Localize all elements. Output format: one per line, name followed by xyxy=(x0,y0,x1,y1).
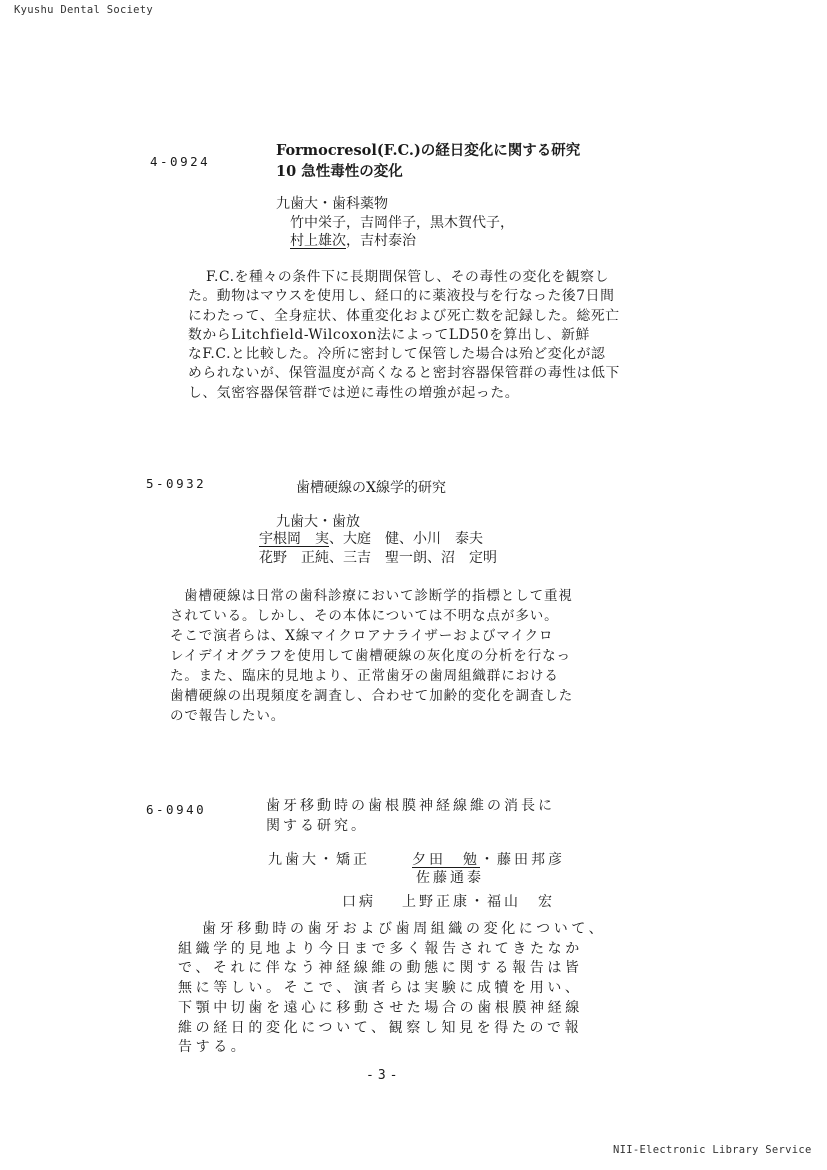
author-line: 竹中栄子，吉岡伴子，黒木賀代子， xyxy=(290,215,514,231)
body-line: F.C.を種々の条件下に長期間保管し、その毒性の変化を観察し xyxy=(206,269,609,285)
author-line xyxy=(290,232,416,251)
body-line: されている。しかし、その本体については不明な点が多い。 xyxy=(170,608,559,624)
title-line: 歯牙移動時の歯根膜神経線維の消長に xyxy=(266,798,555,814)
presenter-name: 宇根岡 実 xyxy=(259,531,329,547)
society-header: Kyushu Dental Society xyxy=(14,4,154,16)
body-line: ので報告したい。 xyxy=(170,708,286,724)
affiliation: 九歯大・矯正 xyxy=(268,852,370,868)
body-line: 下顎中切歯を遠心に移動させた場合の歯根膜神経線 xyxy=(178,999,583,1016)
body-line: にわたって、全身症状、体重変化および死亡数を記録した。総死亡 xyxy=(188,307,620,324)
body-line: 無に等しい。そこで、演者らは実験に成犢を用い、 xyxy=(178,980,583,997)
affiliation: 九歯大・歯放 xyxy=(276,514,360,530)
body-line: 告する。 xyxy=(178,1039,249,1056)
author-line xyxy=(259,530,483,549)
abstract-title: 歯槽硬線のX線学的研究 xyxy=(296,480,446,496)
body-line: 組織学的見地より今日まで多く報告されてきたなか xyxy=(178,940,583,957)
body-line: し、気密容器保管群では逆に毒性の増強が起った。 xyxy=(188,384,520,401)
body-line: レイデイオグラフを使用して歯槽硬線の灰化度の分析を行なっ xyxy=(170,648,571,664)
body-line: 数からLitchfield-Wilcoxon法によってLD50を算出し、新鮮 xyxy=(188,326,590,343)
abstract-body xyxy=(178,920,708,1058)
abstract-code: 5-0932 xyxy=(146,476,207,491)
affiliation: 口病 xyxy=(342,894,376,910)
affiliation: 九歯大・歯科薬物 xyxy=(276,196,388,212)
author-line: 佐藤通泰 xyxy=(416,870,484,886)
body-line: た。また、臨床的見地より、正常歯牙の歯周組織群における xyxy=(170,668,559,684)
body-line: で、それに伴なう神経線維の動態に関する報告は皆 xyxy=(178,960,583,977)
body-line: なF.C.と比較した。冷所に密封して保管した場合は殆ど変化が認 xyxy=(188,346,606,363)
author-line: 花野 正純、三吉 聖一朗、沼 定明 xyxy=(259,550,497,566)
author-names: ・藤田邦彦 xyxy=(480,852,565,868)
abstract-title xyxy=(266,796,555,836)
title-line: Formocresol(F.C.)の経日変化に関する研究 xyxy=(276,142,581,159)
title-line: 関する研究。 xyxy=(266,818,368,834)
body-line: 歯槽硬線は日常の歯科診療において診断学的指標として重視 xyxy=(184,588,573,604)
body-line: た。動物はマウスを使用し、経口的に薬液投与を行なった後7日間 xyxy=(188,288,615,305)
body-line: められないが、保管温度が高くなると密封容器保管群の毒性は低下 xyxy=(188,365,620,382)
presenter-name: 夕田 勉 xyxy=(412,852,480,868)
author-names: 、大庭 健、小川 泰夫 xyxy=(329,531,483,547)
abstract-body xyxy=(170,586,690,726)
body-line: 歯牙移動時の歯牙および歯周組織の変化について、 xyxy=(202,921,607,937)
presenter-name: 村上雄次 xyxy=(290,233,346,249)
author-names: ，吉村泰治 xyxy=(346,233,416,249)
page-number: -3- xyxy=(366,1068,402,1083)
body-line: 維の経日的変化について、観察し知見を得たので報 xyxy=(178,1019,583,1036)
title-line: 10 急性毒性の変化 xyxy=(276,163,403,180)
author-line: 上野正康・福山 宏 xyxy=(402,894,555,910)
library-footer: NII-Electronic Library Service xyxy=(613,1144,812,1156)
abstract-code: 4-0924 xyxy=(150,154,211,169)
author-line xyxy=(412,850,565,870)
body-line: 歯槽硬線の出現頻度を調査し、合わせて加齢的変化を調査した xyxy=(170,688,574,704)
abstract-title xyxy=(276,140,580,182)
body-line: そこで演者らは、X線マイクロアナライザーおよびマイクロ xyxy=(170,628,554,644)
abstract-body xyxy=(188,268,728,403)
abstract-code: 6-0940 xyxy=(146,802,207,817)
